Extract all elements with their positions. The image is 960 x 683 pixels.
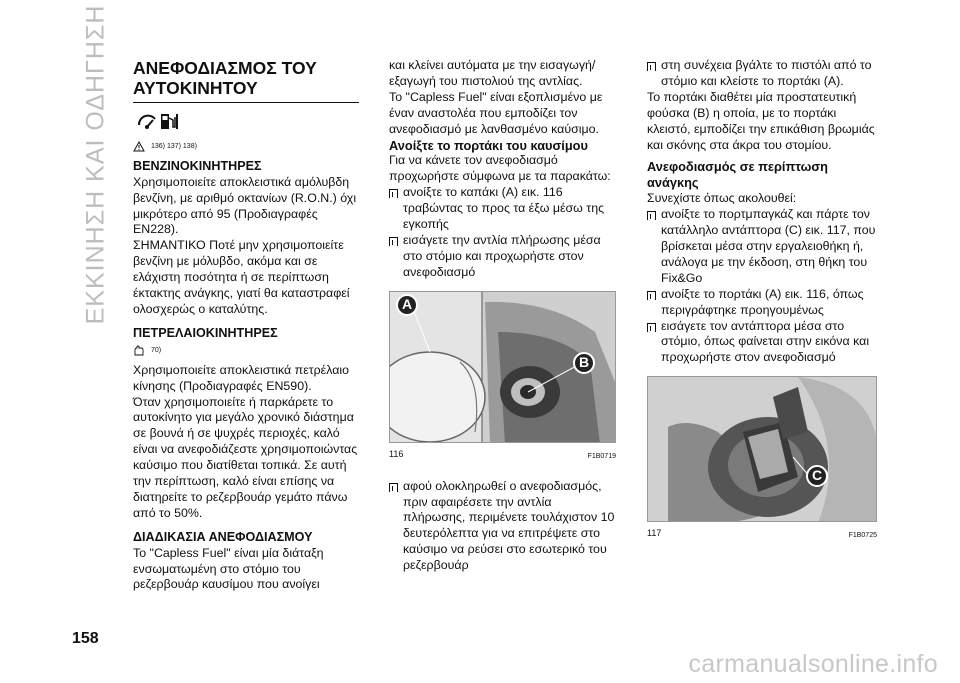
column-1	[133, 58, 359, 593]
warning-refs-text: 136) 137) 138)	[151, 142, 197, 150]
chapter-side-tab-label: ΕΚΚΙΝΗΣΗ ΚΑΙ ΟΔΗΓΗΣΗ	[81, 4, 110, 324]
list-item	[647, 58, 877, 90]
list-item	[389, 233, 616, 281]
list-item	[647, 319, 877, 367]
section-title-line2: ΑΥΤΟΚΙΝΗΤΟΥ	[133, 78, 258, 98]
figure-117-adapter	[647, 376, 877, 522]
figure-116-caption	[389, 447, 616, 465]
petrol-engines-note: ΣΗΜΑΝΤΙΚΟ Ποτέ μην χρησιμοποιείτε βενζίνη με μόλυβδο, ακόμα και σε ελάχιστη ποσότητα ή σε περίπτωση έκτακτης ανάγκης, γιατί θα καταστραφεί ολοσχερώς ο καταλύτης.	[133, 238, 350, 316]
petrol-engines-heading: ΒΕΝΖΙΝΟΚΙΝΗΤΗΡΕΣ	[133, 158, 262, 173]
open-fuel-door-intro: Για να κάνετε τον ανεφοδιασμό προχωρήστε σύμφωνα με τα παρακάτω:	[389, 153, 611, 184]
list-item-text: ανοίξτε το καπάκι (A) εικ. 116 τραβώντας το προς τα έξω μέσω της εγκοπής	[403, 185, 605, 232]
diesel-warning-ref	[133, 343, 359, 359]
list-item-text: στη συνέχεια βγάλτε το πιστόλι από το στόμιο και κλείστε το πορτάκι (A).	[661, 58, 872, 88]
figure-number: 116	[389, 448, 404, 459]
bullet-icon	[647, 291, 656, 300]
bullet-icon	[389, 483, 398, 492]
list-item-text: ανοίξτε το πορτμπαγκάζ και πάρτε τον κατάλληλο αντάπτορα (C) εικ. 117, που βρίσκεται μέσα στην εργαλειοθήκη ή, ανάλογα με την έκδοση, στη θήκη του Fix&Go	[661, 207, 876, 285]
bullet-icon	[389, 237, 398, 246]
adapter-illustration	[648, 377, 877, 522]
diesel-engines-body2: Όταν χρησιμοποιείτε ή παρκάρετε το αυτοκίνητο για μεγάλο χρονικό διάστημα σε βουνά ή σε ψυχρές περιοχές, καλό είναι να ανεφοδιάζεστε χρησιμοποιώντας καύσιμο που διατίθεται τοπικά. Σε αυτή την περίπτωση, καλό είναι επίσης να διατηρείτε το ρεζερβουάρ γεμάτο πάνω από το 50%.	[133, 394, 358, 520]
list-item	[389, 479, 616, 574]
list-item	[647, 287, 877, 319]
list-item	[389, 185, 616, 233]
fuel-pump-gauge-icon	[133, 111, 359, 138]
list-item-text: εισάγετε τον αντάπτορα μέσα στο στόμιο, όπως φαίνεται στην εικόνα και προχωρήστε στον ανεφοδιασμό	[661, 318, 870, 365]
section-title-line1: ΑΝΕΦΟΔΙΑΣΜΟΣ ΤΟΥ	[133, 58, 317, 78]
refuelling-procedure-body: Το "Capless Fuel" είναι μία διάταξη ενσωματωμένη στο στόμιο του ρεζερβουάρ καυσίμου που ανοίγει	[133, 545, 324, 592]
capless-body1: και κλείνει αυτόματα με την εισαγωγή/εξαγωγή του πιστολιού της αντλίας.	[389, 58, 596, 88]
emergency-refuel-heading: Ανεφοδιασμός σε περίπτωση ανάγκης	[647, 159, 828, 191]
figure-code: F1B0719	[587, 452, 616, 460]
bullet-icon	[647, 62, 656, 71]
capless-body2: Το "Capless Fuel" είναι εξοπλισμένο με έναν αναστολέα που εμποδίζει τον ανεφοδιασμό με λανθασμένο καύσιμο.	[389, 89, 603, 136]
chapter-side-tab	[78, 4, 114, 324]
diesel-ref-text: 70)	[151, 346, 162, 354]
list-item-text: ανοίξτε το πορτάκι (A) εικ. 116, όπως περιγράφτηκε προηγουμένως	[661, 286, 864, 317]
emergency-refuel-intro: Συνεχίστε όπως ακολουθεί:	[647, 191, 797, 206]
petrol-engines-body: Χρησιμοποιείτε αποκλειστικά αμόλυβδη βενζίνη, με αριθμό οκτανίων (R.O.N.) όχι μικρότερο από 95 (Προδιαγραφές EN228).	[133, 174, 357, 237]
watermark-text: carmanualsonline.info	[688, 650, 938, 678]
figure-number: 117	[647, 528, 662, 539]
figure-116-fuel-door	[389, 291, 616, 443]
figure-117-caption	[647, 526, 877, 544]
bullet-icon	[647, 211, 656, 220]
bullet-icon	[647, 323, 656, 332]
callout-c: C	[806, 465, 828, 487]
caution-hand-icon	[133, 345, 145, 356]
list-item-text: εισάγετε την αντλία πλήρωσης μέσα στο στόμιο και προχωρήστε στον ανεφοδιασμό	[403, 232, 601, 279]
section-title	[133, 58, 359, 103]
refuelling-procedure-heading: ΔΙΑΔΙΚΑΣΙΑ ΑΝΕΦΟΔΙΑΣΜΟΥ	[133, 529, 313, 544]
callout-b: B	[573, 352, 595, 374]
list-item	[647, 207, 877, 287]
callout-a: A	[396, 294, 418, 316]
column-2	[389, 58, 616, 574]
warning-references	[133, 139, 359, 155]
bullet-icon	[389, 189, 398, 198]
list-item-text: αφού ολοκληρωθεί ο ανεφοδιασμός, πριν αφαιρέσετε την αντλία πλήρωσης, περιμένετε τουλάχιστον 10 δευτερόλεπτα για να επιτρέψετε στο καύσιμο να ρεύσει στο εσωτερικό του ρεζερβουάρ	[403, 478, 615, 573]
diesel-engines-heading: ΠΕΤΡΕΛΑΙΟΚΙΝΗΤΗΡΕΣ	[133, 325, 278, 340]
diesel-engines-body: Χρησιμοποιείτε αποκλειστικά πετρέλαιο κίνησης (Προδιαγραφές EN590).	[133, 362, 350, 393]
protective-bubble-body: Το πορτάκι διαθέτει μία προστατευτική φούσκα (B) η οποία, με το πορτάκι κλειστό, εμποδίζει την επικάθιση βρωμιάς και σκόνης στα άκρα του στομίου.	[647, 89, 875, 152]
open-fuel-door-heading: Ανοίξτε το πορτάκι του καυσίμου	[389, 137, 588, 153]
column-3	[647, 58, 877, 544]
page-number: 158	[72, 630, 99, 647]
figure-code: F1B0725	[848, 532, 877, 540]
warning-triangle-icon	[133, 141, 145, 152]
